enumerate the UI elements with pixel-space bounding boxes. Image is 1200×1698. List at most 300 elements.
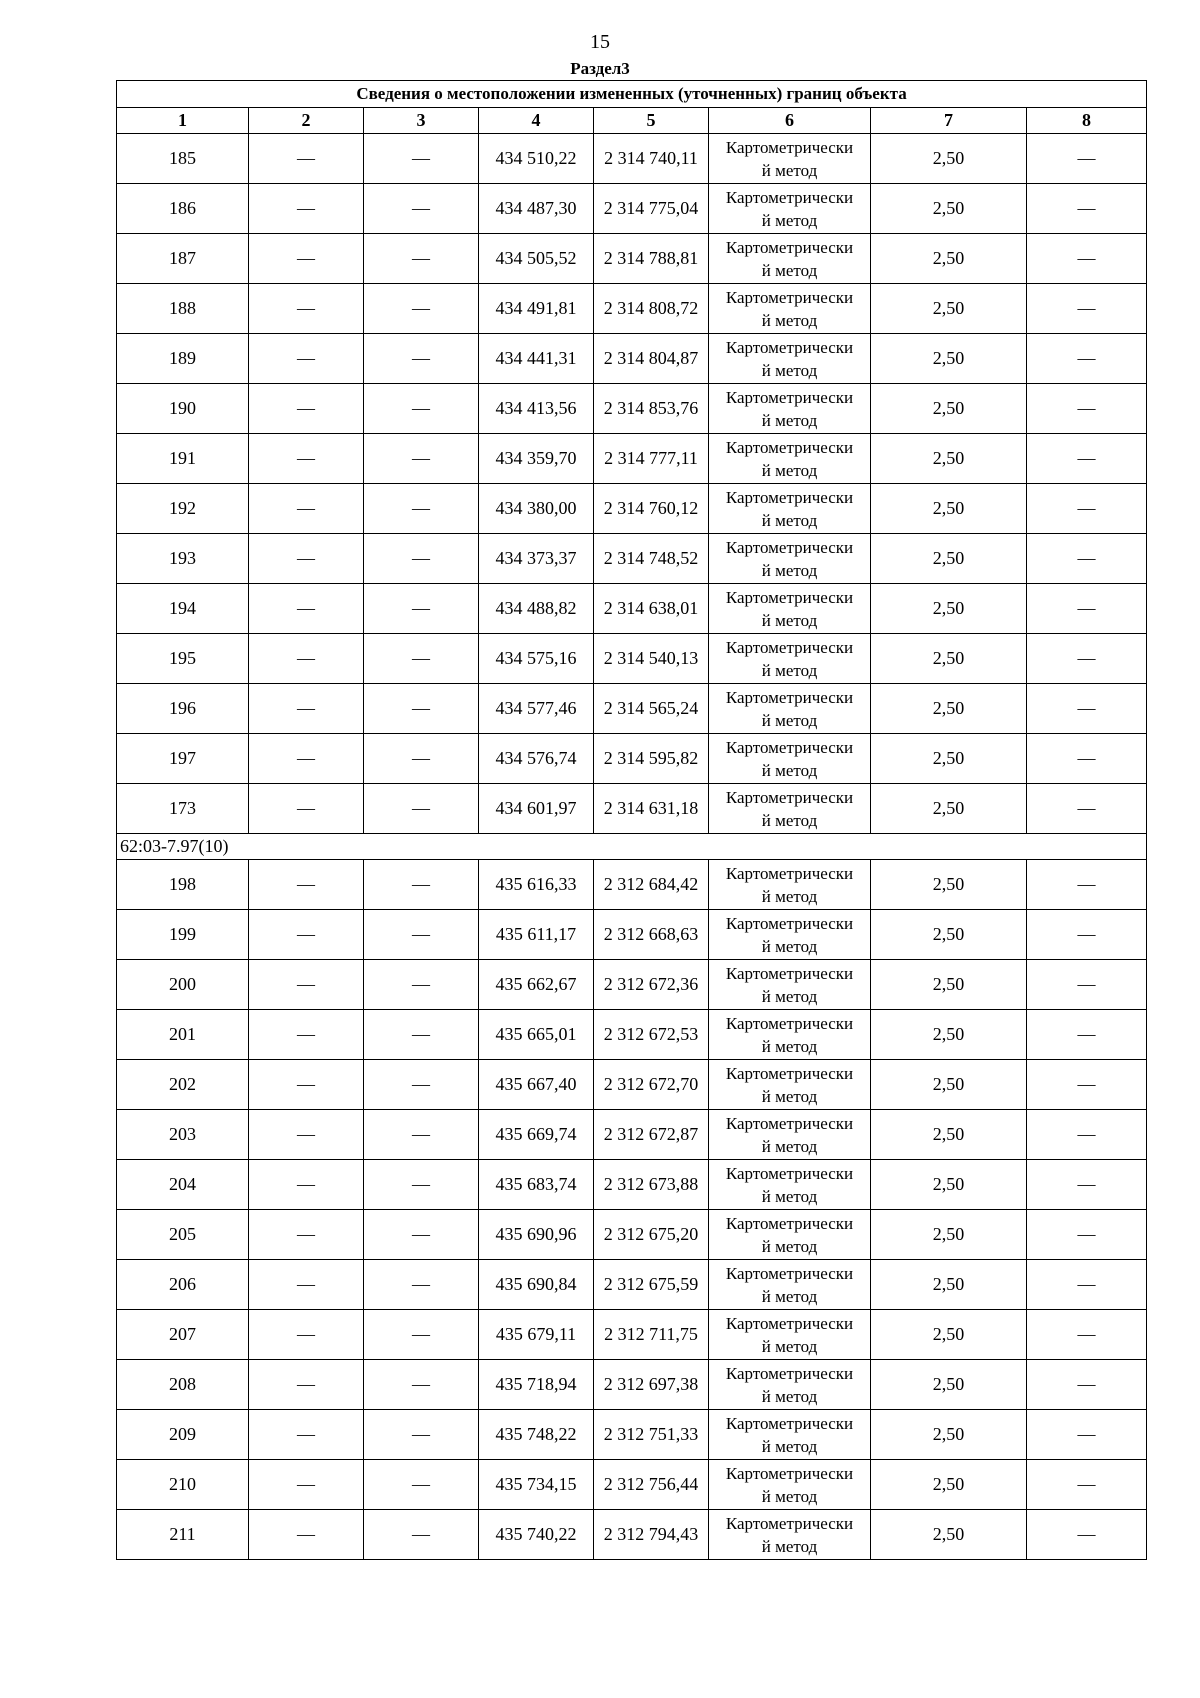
column-3-cell: — xyxy=(364,634,479,684)
column-2-cell: — xyxy=(249,1310,364,1360)
y-coordinate-cell: 2 312 672,36 xyxy=(594,960,709,1010)
column-2-cell: — xyxy=(249,434,364,484)
boundary-points-table xyxy=(116,80,1147,1560)
column-3-cell: — xyxy=(364,384,479,434)
point-number-cell: 185 xyxy=(117,134,249,184)
column-8-cell: — xyxy=(1027,910,1147,960)
accuracy-cell: 2,50 xyxy=(871,584,1027,634)
y-coordinate-cell: 2 314 638,01 xyxy=(594,584,709,634)
y-coordinate-cell: 2 312 672,70 xyxy=(594,1060,709,1110)
table-row xyxy=(117,534,1147,584)
table-row xyxy=(117,1010,1147,1060)
column-2-cell: — xyxy=(249,734,364,784)
y-coordinate-cell: 2 312 756,44 xyxy=(594,1460,709,1510)
point-number-cell: 204 xyxy=(117,1160,249,1210)
method-text-line: Картометрически xyxy=(725,963,854,983)
column-3-cell: — xyxy=(364,1010,479,1060)
method-text-line: й метод xyxy=(761,1436,818,1456)
method-cell xyxy=(709,1310,871,1360)
column-3-cell: — xyxy=(364,784,479,834)
column-8-cell: — xyxy=(1027,434,1147,484)
point-number-cell: 196 xyxy=(117,684,249,734)
method-cell xyxy=(709,434,871,484)
column-8-cell: — xyxy=(1027,634,1147,684)
x-coordinate-cell: 434 488,82 xyxy=(479,584,594,634)
accuracy-cell: 2,50 xyxy=(871,1010,1027,1060)
column-3-cell: — xyxy=(364,1310,479,1360)
accuracy-cell: 2,50 xyxy=(871,634,1027,684)
point-number-cell: 193 xyxy=(117,534,249,584)
method-text-line: й метод xyxy=(761,810,818,830)
point-number-cell: 209 xyxy=(117,1410,249,1460)
point-number-cell: 203 xyxy=(117,1110,249,1160)
column-number: 3 xyxy=(364,108,479,134)
x-coordinate-cell: 434 505,52 xyxy=(479,234,594,284)
method-text-line: й метод xyxy=(761,360,818,380)
method-text-line: Картометрически xyxy=(725,437,854,457)
y-coordinate-cell: 2 312 672,87 xyxy=(594,1110,709,1160)
column-3-cell: — xyxy=(364,484,479,534)
column-2-cell: — xyxy=(249,484,364,534)
column-number: 8 xyxy=(1027,108,1147,134)
point-number-cell: 205 xyxy=(117,1210,249,1260)
column-2-cell: — xyxy=(249,1160,364,1210)
method-cell xyxy=(709,334,871,384)
x-coordinate-cell: 435 748,22 xyxy=(479,1410,594,1460)
method-text-line: Картометрически xyxy=(725,587,854,607)
method-text-line: Картометрически xyxy=(725,1213,854,1233)
column-2-cell: — xyxy=(249,860,364,910)
section-title: Раздел3 xyxy=(570,59,630,78)
column-8-cell: — xyxy=(1027,1310,1147,1360)
method-text-line: Картометрически xyxy=(725,687,854,707)
table-row xyxy=(117,860,1147,910)
method-text-line: Картометрически xyxy=(725,1413,854,1433)
accuracy-cell: 2,50 xyxy=(871,960,1027,1010)
table-caption-row xyxy=(117,81,1147,108)
method-text-line: й метод xyxy=(761,260,818,280)
accuracy-cell: 2,50 xyxy=(871,1310,1027,1360)
table-row xyxy=(117,484,1147,534)
method-text-line: Картометрически xyxy=(725,1063,854,1083)
column-number: 2 xyxy=(249,108,364,134)
table-row xyxy=(117,1510,1147,1560)
y-coordinate-cell: 2 312 684,42 xyxy=(594,860,709,910)
method-cell xyxy=(709,234,871,284)
column-8-cell: — xyxy=(1027,684,1147,734)
method-cell xyxy=(709,1010,871,1060)
method-text-line: Картометрически xyxy=(725,1163,854,1183)
method-text-line: й метод xyxy=(761,936,818,956)
column-2-cell: — xyxy=(249,684,364,734)
column-3-cell: — xyxy=(364,1260,479,1310)
method-text-line: Картометрически xyxy=(725,1513,854,1533)
column-8-cell: — xyxy=(1027,1410,1147,1460)
column-8-cell: — xyxy=(1027,1460,1147,1510)
method-text-line: Картометрически xyxy=(725,1013,854,1033)
method-text-line: й метод xyxy=(761,460,818,480)
y-coordinate-cell: 2 314 565,24 xyxy=(594,684,709,734)
column-number: 1 xyxy=(117,108,249,134)
x-coordinate-cell: 434 601,97 xyxy=(479,784,594,834)
point-number-cell: 195 xyxy=(117,634,249,684)
accuracy-cell: 2,50 xyxy=(871,910,1027,960)
table-row xyxy=(117,1110,1147,1160)
y-coordinate-cell: 2 314 777,11 xyxy=(594,434,709,484)
y-coordinate-cell: 2 312 675,20 xyxy=(594,1210,709,1260)
method-cell xyxy=(709,1110,871,1160)
y-coordinate-cell: 2 314 775,04 xyxy=(594,184,709,234)
method-cell xyxy=(709,1160,871,1210)
column-2-cell: — xyxy=(249,634,364,684)
column-3-cell: — xyxy=(364,534,479,584)
column-2-cell: — xyxy=(249,1510,364,1560)
table-row xyxy=(117,734,1147,784)
table-row xyxy=(117,1160,1147,1210)
x-coordinate-cell: 435 718,94 xyxy=(479,1360,594,1410)
y-coordinate-cell: 2 314 853,76 xyxy=(594,384,709,434)
column-8-cell: — xyxy=(1027,784,1147,834)
method-cell xyxy=(709,784,871,834)
x-coordinate-cell: 434 577,46 xyxy=(479,684,594,734)
method-cell xyxy=(709,684,871,734)
y-coordinate-cell: 2 312 697,38 xyxy=(594,1360,709,1410)
y-coordinate-cell: 2 314 631,18 xyxy=(594,784,709,834)
method-text-line: й метод xyxy=(761,1536,818,1556)
column-2-cell: — xyxy=(249,1060,364,1110)
accuracy-cell: 2,50 xyxy=(871,234,1027,284)
accuracy-cell: 2,50 xyxy=(871,1460,1027,1510)
accuracy-cell: 2,50 xyxy=(871,734,1027,784)
column-2-cell: — xyxy=(249,184,364,234)
table-row xyxy=(117,1410,1147,1460)
column-2-cell: — xyxy=(249,1010,364,1060)
y-coordinate-cell: 2 314 808,72 xyxy=(594,284,709,334)
column-3-cell: — xyxy=(364,734,479,784)
y-coordinate-cell: 2 314 788,81 xyxy=(594,234,709,284)
point-number-cell: 194 xyxy=(117,584,249,634)
accuracy-cell: 2,50 xyxy=(871,1510,1027,1560)
column-8-cell: — xyxy=(1027,1110,1147,1160)
x-coordinate-cell: 435 667,40 xyxy=(479,1060,594,1110)
column-8-cell: — xyxy=(1027,960,1147,1010)
column-3-cell: — xyxy=(364,1210,479,1260)
method-text-line: й метод xyxy=(761,1086,818,1106)
x-coordinate-cell: 435 665,01 xyxy=(479,1010,594,1060)
method-text-line: й метод xyxy=(761,1286,818,1306)
method-cell xyxy=(709,1260,871,1310)
column-8-cell: — xyxy=(1027,1210,1147,1260)
method-text-line: й метод xyxy=(761,1486,818,1506)
accuracy-cell: 2,50 xyxy=(871,1060,1027,1110)
table-row xyxy=(117,284,1147,334)
method-text-line: Картометрически xyxy=(725,1463,854,1483)
y-coordinate-cell: 2 314 740,11 xyxy=(594,134,709,184)
x-coordinate-cell: 435 679,11 xyxy=(479,1310,594,1360)
method-text-line: Картометрически xyxy=(725,387,854,407)
table-row xyxy=(117,184,1147,234)
column-8-cell: — xyxy=(1027,384,1147,434)
column-3-cell: — xyxy=(364,860,479,910)
column-8-cell: — xyxy=(1027,184,1147,234)
x-coordinate-cell: 435 740,22 xyxy=(479,1510,594,1560)
column-8-cell: — xyxy=(1027,484,1147,534)
x-coordinate-cell: 434 359,70 xyxy=(479,434,594,484)
column-3-cell: — xyxy=(364,1410,479,1460)
method-text-line: Картометрически xyxy=(725,237,854,257)
column-8-cell: — xyxy=(1027,534,1147,584)
table-row xyxy=(117,1260,1147,1310)
column-3-cell: — xyxy=(364,184,479,234)
page-number: 15 xyxy=(590,31,610,53)
column-8-cell: — xyxy=(1027,334,1147,384)
column-2-cell: — xyxy=(249,234,364,284)
method-cell xyxy=(709,584,871,634)
y-coordinate-cell: 2 312 673,88 xyxy=(594,1160,709,1210)
x-coordinate-cell: 434 380,00 xyxy=(479,484,594,534)
method-cell xyxy=(709,284,871,334)
method-text-line: Картометрически xyxy=(725,137,854,157)
method-text-line: й метод xyxy=(761,210,818,230)
column-2-cell: — xyxy=(249,784,364,834)
x-coordinate-cell: 435 669,74 xyxy=(479,1110,594,1160)
table-row xyxy=(117,434,1147,484)
accuracy-cell: 2,50 xyxy=(871,684,1027,734)
accuracy-cell: 2,50 xyxy=(871,284,1027,334)
method-cell xyxy=(709,1210,871,1260)
column-2-cell: — xyxy=(249,334,364,384)
method-text-line: й метод xyxy=(761,710,818,730)
point-number-cell: 208 xyxy=(117,1360,249,1410)
column-2-cell: — xyxy=(249,1460,364,1510)
table-row xyxy=(117,384,1147,434)
y-coordinate-cell: 2 312 794,43 xyxy=(594,1510,709,1560)
x-coordinate-cell: 434 373,37 xyxy=(479,534,594,584)
column-8-cell: — xyxy=(1027,1510,1147,1560)
accuracy-cell: 2,50 xyxy=(871,1260,1027,1310)
method-text-line: й метод xyxy=(761,610,818,630)
column-3-cell: — xyxy=(364,434,479,484)
column-numbers-row xyxy=(117,108,1147,134)
accuracy-cell: 2,50 xyxy=(871,184,1027,234)
accuracy-cell: 2,50 xyxy=(871,534,1027,584)
column-8-cell: — xyxy=(1027,734,1147,784)
x-coordinate-cell: 434 413,56 xyxy=(479,384,594,434)
method-text-line: Картометрически xyxy=(725,863,854,883)
accuracy-cell: 2,50 xyxy=(871,334,1027,384)
table-caption: Сведения о местоположении измененных (уточненных) границ объекта xyxy=(117,81,1147,108)
accuracy-cell: 2,50 xyxy=(871,784,1027,834)
method-cell xyxy=(709,184,871,234)
column-3-cell: — xyxy=(364,910,479,960)
accuracy-cell: 2,50 xyxy=(871,1160,1027,1210)
point-number-cell: 192 xyxy=(117,484,249,534)
column-8-cell: — xyxy=(1027,234,1147,284)
method-text-line: й метод xyxy=(761,886,818,906)
column-3-cell: — xyxy=(364,1360,479,1410)
y-coordinate-cell: 2 314 595,82 xyxy=(594,734,709,784)
method-cell xyxy=(709,734,871,784)
method-cell xyxy=(709,1360,871,1410)
x-coordinate-cell: 435 662,67 xyxy=(479,960,594,1010)
y-coordinate-cell: 2 312 668,63 xyxy=(594,910,709,960)
table-row xyxy=(117,334,1147,384)
y-coordinate-cell: 2 314 748,52 xyxy=(594,534,709,584)
table-row xyxy=(117,784,1147,834)
column-2-cell: — xyxy=(249,1360,364,1410)
method-text-line: й метод xyxy=(761,560,818,580)
column-3-cell: — xyxy=(364,284,479,334)
table-row xyxy=(117,634,1147,684)
column-2-cell: — xyxy=(249,134,364,184)
method-text-line: й метод xyxy=(761,510,818,530)
column-8-cell: — xyxy=(1027,1160,1147,1210)
method-cell xyxy=(709,484,871,534)
column-2-cell: — xyxy=(249,584,364,634)
method-text-line: Картометрически xyxy=(725,487,854,507)
method-text-line: Картометрически xyxy=(725,913,854,933)
method-text-line: Картометрически xyxy=(725,1113,854,1133)
point-number-cell: 187 xyxy=(117,234,249,284)
point-number-cell: 173 xyxy=(117,784,249,834)
method-text-line: Картометрически xyxy=(725,787,854,807)
x-coordinate-cell: 434 441,31 xyxy=(479,334,594,384)
y-coordinate-cell: 2 312 751,33 xyxy=(594,1410,709,1460)
column-3-cell: — xyxy=(364,1460,479,1510)
point-number-cell: 191 xyxy=(117,434,249,484)
point-number-cell: 197 xyxy=(117,734,249,784)
x-coordinate-cell: 435 734,15 xyxy=(479,1460,594,1510)
column-2-cell: — xyxy=(249,284,364,334)
point-number-cell: 190 xyxy=(117,384,249,434)
column-2-cell: — xyxy=(249,1210,364,1260)
x-coordinate-cell: 434 491,81 xyxy=(479,284,594,334)
column-2-cell: — xyxy=(249,1260,364,1310)
method-text-line: Картометрически xyxy=(725,737,854,757)
accuracy-cell: 2,50 xyxy=(871,434,1027,484)
column-3-cell: — xyxy=(364,1510,479,1560)
y-coordinate-cell: 2 314 760,12 xyxy=(594,484,709,534)
column-3-cell: — xyxy=(364,334,479,384)
method-cell xyxy=(709,910,871,960)
x-coordinate-cell: 434 510,22 xyxy=(479,134,594,184)
method-text-line: й метод xyxy=(761,660,818,680)
x-coordinate-cell: 434 575,16 xyxy=(479,634,594,684)
method-text-line: й метод xyxy=(761,1186,818,1206)
point-number-cell: 200 xyxy=(117,960,249,1010)
method-text-line: Картометрически xyxy=(725,187,854,207)
column-8-cell: — xyxy=(1027,1010,1147,1060)
point-number-cell: 201 xyxy=(117,1010,249,1060)
accuracy-cell: 2,50 xyxy=(871,1360,1027,1410)
method-text-line: й метод xyxy=(761,1136,818,1156)
x-coordinate-cell: 435 690,84 xyxy=(479,1260,594,1310)
point-number-cell: 211 xyxy=(117,1510,249,1560)
column-number: 5 xyxy=(594,108,709,134)
accuracy-cell: 2,50 xyxy=(871,1410,1027,1460)
column-2-cell: — xyxy=(249,1410,364,1460)
method-cell xyxy=(709,634,871,684)
method-cell xyxy=(709,534,871,584)
column-8-cell: — xyxy=(1027,1360,1147,1410)
accuracy-cell: 2,50 xyxy=(871,860,1027,910)
method-text-line: й метод xyxy=(761,1336,818,1356)
column-2-cell: — xyxy=(249,910,364,960)
method-text-line: й метод xyxy=(761,310,818,330)
column-8-cell: — xyxy=(1027,860,1147,910)
column-8-cell: — xyxy=(1027,584,1147,634)
y-coordinate-cell: 2 314 540,13 xyxy=(594,634,709,684)
method-cell xyxy=(709,1060,871,1110)
table-row xyxy=(117,1460,1147,1510)
column-3-cell: — xyxy=(364,134,479,184)
method-text-line: Картометрически xyxy=(725,637,854,657)
accuracy-cell: 2,50 xyxy=(871,384,1027,434)
x-coordinate-cell: 435 616,33 xyxy=(479,860,594,910)
method-text-line: й метод xyxy=(761,1386,818,1406)
column-3-cell: — xyxy=(364,584,479,634)
table-row xyxy=(117,960,1147,1010)
point-number-cell: 188 xyxy=(117,284,249,334)
table-row xyxy=(117,1360,1147,1410)
column-2-cell: — xyxy=(249,1110,364,1160)
column-8-cell: — xyxy=(1027,1260,1147,1310)
column-2-cell: — xyxy=(249,384,364,434)
x-coordinate-cell: 435 690,96 xyxy=(479,1210,594,1260)
point-number-cell: 202 xyxy=(117,1060,249,1110)
method-text-line: Картометрически xyxy=(725,1263,854,1283)
accuracy-cell: 2,50 xyxy=(871,484,1027,534)
column-8-cell: — xyxy=(1027,134,1147,184)
y-coordinate-cell: 2 312 672,53 xyxy=(594,1010,709,1060)
accuracy-cell: 2,50 xyxy=(871,1110,1027,1160)
method-cell xyxy=(709,960,871,1010)
column-number: 4 xyxy=(479,108,594,134)
x-coordinate-cell: 435 611,17 xyxy=(479,910,594,960)
accuracy-cell: 2,50 xyxy=(871,134,1027,184)
method-text-line: й метод xyxy=(761,410,818,430)
column-8-cell: — xyxy=(1027,284,1147,334)
method-text-line: й метод xyxy=(761,1236,818,1256)
method-text-line: Картометрически xyxy=(725,1313,854,1333)
method-cell xyxy=(709,134,871,184)
table-row xyxy=(117,684,1147,734)
method-text-line: Картометрически xyxy=(725,337,854,357)
table-row xyxy=(117,1310,1147,1360)
method-text-line: й метод xyxy=(761,1036,818,1056)
method-cell xyxy=(709,384,871,434)
table-row xyxy=(117,910,1147,960)
method-cell xyxy=(709,1410,871,1460)
method-text-line: й метод xyxy=(761,760,818,780)
column-3-cell: — xyxy=(364,1110,479,1160)
table-row xyxy=(117,584,1147,634)
table-body xyxy=(117,134,1147,1560)
column-number: 6 xyxy=(709,108,871,134)
group-label: 62:03-7.97(10) xyxy=(117,834,1147,860)
accuracy-cell: 2,50 xyxy=(871,1210,1027,1260)
point-number-cell: 206 xyxy=(117,1260,249,1310)
y-coordinate-cell: 2 314 804,87 xyxy=(594,334,709,384)
method-cell xyxy=(709,1510,871,1560)
x-coordinate-cell: 434 576,74 xyxy=(479,734,594,784)
point-number-cell: 186 xyxy=(117,184,249,234)
column-2-cell: — xyxy=(249,534,364,584)
table-row xyxy=(117,234,1147,284)
point-number-cell: 199 xyxy=(117,910,249,960)
point-number-cell: 189 xyxy=(117,334,249,384)
method-text-line: й метод xyxy=(761,986,818,1006)
